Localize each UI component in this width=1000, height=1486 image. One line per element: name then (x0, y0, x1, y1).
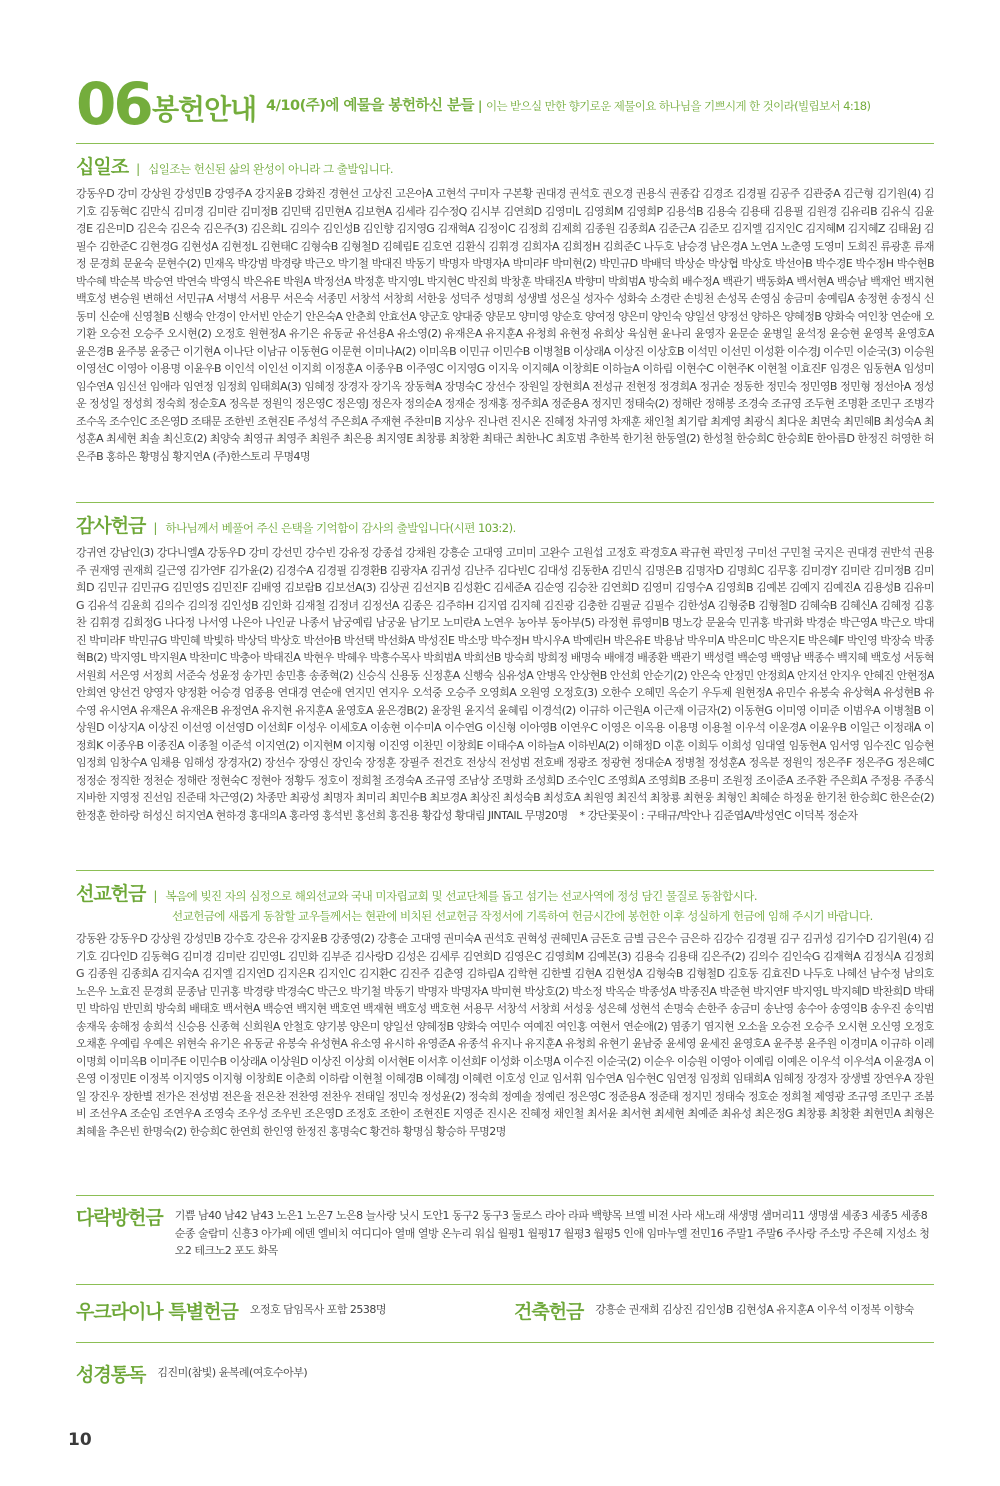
tithe-title: 십일조 (76, 156, 129, 178)
bible-names: 김진미(참빛) 윤복례(여호수아부) (157, 1366, 308, 1379)
divider-line (76, 143, 934, 144)
mission-section (76, 879, 934, 1156)
mission-title: 선교헌금 (76, 883, 146, 905)
divider-line (76, 870, 934, 871)
ukraine-section (76, 1297, 506, 1324)
tithe-section (76, 152, 934, 517)
mission-names: 강동완 강동우D 강상원 강성민B 강수호 강은유 강지윤B 강종영(2) 강흥순 고대영 권미숙A 권석호 권혁성 권혜민A 금돈호 금별 금은수 금은하 김강수 김경필 김구 김귀성 김기수D 김기원(4) 김기호 김다인D 김동혁G 김미경 김미란 김민영L 김민화 김부준 김사랑D 김성은 김세루 김연희D 김영은C 김영희M 김예본(3) 김용숙 김용태 김은주(2) 김의수 김인숙G 김재혁A 김정식A 김정희G 김종원 김종희A 김지숙A 김지엘 김지연D 김지은R 김지인C 김지환C 김진주 김춘영 김하림A 김학현 김한별 김현A 김현성A 김형숙B 김형철D 김호동 김효진D 나두호 나혜선 남수정 남의호 노은우 노효진 문경희 문종남 민귀홍 박경량 박경숙C 박근오 박기철 박동기 박명자 박명자A 박미현 박상호(2) 박소정 박옥순 박종성A 박종진A 박준현 박지연F 박지영L 박지혜D 박찬희D 박태민 박하임 반민희 방숙희 배태호 백서현A 백승연 백지현 백호연 백재현 백호성 백호현 서용무 서창석 서창희 서성웅 성은혜 성현석 손명숙 손한주 송금미 송난영 송수아 송영익B 송우진 송익범 송재욱 송해정 송희석 신승용 신종혁 신희원A 안철호 양기봉 양은미 양일선 양혜정B 양화숙 여민수 여예진 여인홍 여현서 연순애(2) 염종기 염지현 오소율 오승전 오승주 오시현 오신영 오정호 오채훈 우예림 우예은 위현숙 유기은 유동균 유봉숙 유성현A 유소영 유시하 유영준A 유종석 유지나 유지훈A 유청희 유현기 윤남중 윤세영 윤세진 윤영호A 윤주봉 윤주원 이경미A 이규하 이레 이명희 이미옥B 이미주E 이민수B 이상래A 이상원D 이상진 이상희 이서현E 이서후 이선희F 이성화 이소명A 이수진 이순국(2) 이순우 이승원 이영아 이예림 이예은 이우석 이우석A 이윤경A 이은영 이정민E 이정복 이지영S 이지형 이창희E 이춘희 이하람 이현철 이혜경B 이혜경J 이혜련 이호성 인교 임서휘 임수연A 임수현C 임연정 임정희 임태희A 임혜정 장경자 장생별 장연우A 장원일 장진우 장한별 전가은 전성범 전은율 전은찬 전찬영 전찬우 전태일 정민숙 정성윤(2) 정숙희 정예솔 정예린 정은영C 정준용A 정준태 정지민 정태숙 정호순 정희철 제영광 조규영 조민구 조봄비 조선우A 조순임 조연우A 조영숙 조우성 조우빈 조은영D 조정호 조한이 조현진E 지영준 진시온 진혜정 채인철 최서윤 최서현 최세현 최예준 최유성 최은정G 최창룡 최창환 최현민A 최형은 최혜율 추은빈 한명숙(2) 한승희C 한연희 한인영 한정진 홍명숙C 황건하 황명심 황승하 무명2명 (76, 932, 934, 1138)
ukraine-text: 오정호 담임목사 포함 2538명 (249, 1303, 387, 1316)
page-number: 10 (68, 1430, 92, 1450)
subtitle-text: 4/10(주)에 예물을 봉헌하신 분들 (266, 98, 475, 114)
ukraine-title: 우크라이나 특별헌금 (76, 1301, 238, 1323)
divider-line (76, 1284, 934, 1285)
building-title: 건축헌금 (514, 1301, 584, 1323)
building-section (514, 1297, 934, 1324)
thanks-desc: 하나님께서 베풀어 주신 은택을 기억함이 감사의 출발입니다(시편 103:2). (165, 521, 516, 535)
thanks-names (76, 544, 934, 877)
darak-title: 다락방헌금 (76, 1207, 163, 1229)
mission-desc: 복음에 빚진 자의 심정으로 해외선교와 국내 미자립교회 및 선교단체를 돕고 섬기는 선교사역에 정성 담긴 물질로 동참합시다. (165, 889, 758, 903)
thanks-section (76, 511, 934, 877)
page-subtitle (266, 94, 870, 115)
bible-section (76, 1360, 934, 1387)
page-title: 봉헌안내 (152, 93, 257, 126)
darak-names: 기쁨 남40 남42 남43 노은1 노은7 노은8 늘사랑 닛시 도안1 동구2 동구3 둘로스 라아 라파 백향목 브엘 비전 사라 새노래 새생명 샘머리11 생명샘 세종3 세종5 세종8 순종 술람미 신흥3 아가페 에덴 엘비치 여디디아 열매 열방 온누리 워십 월평1 월평17 월평3 월평5 인애 임마누엘 전민16 주말1 주말6 주사랑 주소망 주은혜 지성소 청오2 테크노2 포도 화목 (174, 1209, 930, 1257)
tithe-names: 강동우D 강미 강상원 강성민B 강영주A 강지윤B 강화진 경현선 고상진 고은아A 고현석 구미자 구본황 권대경 권석호 권오경 권용식 권종갑 김경조 김경필 김공주 김관중A 김근형 김기원(4) 김기호 김동혁C 김만식 김미경 김미란 김미정B 김민택 김민현A 김보현A 김세라 김수정Q 김시부 김연희D 김영미L 김영희M 김영희P 김용석B 김용숙 김용태 김용필 김원경 김유리B 김유식 김윤경E 김은미D 김은숙 김은숙 김은주(3) 김은희L 김의수 김인성B 김인향 김지영G 김재혁A 김정이C 김정희 김제희 김종원 김종희A 김준근A 김준모 김지엘 김지인C 김지혜M 김지혜Z 김태윤J 김필수 김한준C 김현경G 김현성A 김현정L 김현태C 김형숙B 김형철D 김혜림E 김호연 김환식 김휘경 김희자A 김희정H 김희준C 나두호 남승경 남은경A 노연A 노춘영 도영미 도희진 류광훈 류재정 문경희 문윤숙 문현수(2) 민재옥 박강범 박경량 박근오 박기철 박대진 박동기 박명자 박명자A 박미라F 박미현(2) 박민규D 박배덕 박상순 박상협 박상호 박선아B 박수경E 박수정H 박수현B 박수혜 박순복 박승연 박연숙 박영식 박은유E 박원A 박정선A 박정훈 박지영L 박지현C 박진희 박창훈 박태진A 박향미 박희범A 방숙희 배수정A 백관기 백동화A 백서현A 백승남 백재언 백지현 백호성 변승원 변해선 서민규A 서병석 서용무 서은숙 서종민 서창석 서창희 서한웅 성덕주 성명희 성생별 성은실 성자수 성화숙 소경란 손빙천 손성목 손영심 송금미 송예림A 송정현 송정식 신동미 신순애 신영철B 신행숙 안경이 안서빈 안순기 안은숙A 안춘희 안효선A 양군호 양대중 양문모 양미영 양순호 양여정 양은미 양인숙 양일선 양정선 양하은 양혜정B 양화숙 여인창 연순애 오기환 오승전 오승주 오시현(2) 오정호 원현정A 유기은 유동균 유선용A 유소영(2) 유재은A 유지훈A 유청희 유현정 유희상 육심현 윤나리 윤영자 윤문순 윤병일 윤석정 윤승현 윤영복 윤영호A 윤은경B 윤주봉 윤중근 이기현A 이나단 이남규 이동현G 이문현 이미나A(2) 이미옥B 이민규 이민수B 이병철B 이상래A 이상진 이상호B 이석민 이선민 이성환 이수경J 이수민 이순국(3) 이승원 이영선C 이영아 이용명 이윤우B 이인석 이인선 이지희 이정훈A 이종우B 이주영C 이지영G 이지욱 이지혜A 이창희E 이하늘A 이하림 이현수C 이현주K 이현철 이효진F 임경은 임동현A 임성미 임수연A 임신선 임애라 임연정 임정희 임태희A(3) 임혜정 장경자 장기옥 장동혁A 장명숙C 장선수 장원일 장현희A 전성규 전현정 정경희A 정귀순 정동한 정민숙 정민영B 정민형 정선아A 정성운 정성일 정성희 정숙희 정순호A 정옥분 정원익 정은영C 정은영J 정은자 정의순A 정재순 정재홍 정주희A 정준용A 정지민 정태숙(2) 정해란 정해봉 조경숙 조규영 조두현 조명환 조민구 조병각 조수옥 조수인C 조은영D 조태문 조한빈 조현진E 주성석 주은희A 주재현 주찬미B 지상우 진나련 진시온 진혜정 차귀영 차재훈 채인철 최기람 최계영 최광식 최다운 최면숙 최민혜B 최성숙A 최성훈A 최세현 최솔 최신호(2) 최양숙 최영규 최영주 최원주 최은용 최지영E 최창룡 최창환 최태근 최한나C 최호범 추한복 한기천 한동열(2) 한성철 한승희C 한승희E 한아름D 한정진 허영한 허은주B 홍하은 황명심 황지연A (주)한스토리 무명4명 (76, 187, 934, 463)
divider-line (76, 1342, 934, 1343)
thanks-title: 감사헌금 (76, 515, 146, 537)
divider: | (136, 162, 141, 176)
scripture-note: 이는 받으실 만한 향기로운 제물이요 하나님을 기쁘시게 한 것이라(빌립보서 4:18) (485, 99, 871, 113)
divider-line (76, 502, 934, 503)
darak-section (76, 1203, 934, 1260)
thanks-name-list: 강귀연 강남인(3) 강다니엘A 강동우D 강미 강선민 강수빈 강유정 강종섭 강채원 강흥순 고대영 고미미 고완수 고원섭 고정호 곽경호A 곽규현 곽민정 구미선 구민철 국지은 권대경 권반석 권용주 권재영 권재희 길근영 김가연F 김가윤(2) 김경수A 김경필 김경환B 김광자A 김귀성 김난주 김다빈C 김대성 김동한A 김민식 김명은B 김명자D 김명희C 김무홍 김미경Y 김미란 김미정B 김미희D 김민규 김민규G 김민영S 김민진F 김배영 김보람B 김보선A(3) 김상권 김선지B 김성환C 김세준A 김순영 김승찬 김연희D 김영미 김영수A 김영희B 김예본 김예지 김예진A 김용성B 김유미G 김유석 김윤희 김의수 김의정 김인성B 김인화 김재철 김정녀 김정선A 김종은 김주하H 김지엽 김지혜 김진광 김충한 김필균 김필수 김한성A 김형중B 김형철D 김혜숙B 김혜신A 김혜정 김홍찬 김휘경 김희정G 나다정 나서영 나은아 나인균 나종서 남궁예림 남궁윤 남기모 노미란A 노연우 농아부 동아부(5) 라정현 류영미B 명노강 문윤숙 민귀홍 박귀화 박경순 박근영A 박근오 박대진 박미라F 박민규G 박민혜 박빛하 박상덕 박상호 박선아B 박선택 박선화A 박성진E 박소망 박수정H 박시우A 박예린H 박은유E 박용남 박우미A 박은미C 박은지E 박은혜F 박인영 박장숙 박종혁B(2) 박지영L 박지원A 박찬미C 박충아 박태진A 박현우 박혜우 박흥수목사 박희범A 박희선B 방숙희 방희정 배명숙 배애경 배종환 백관기 백성렬 백순영 백영남 백종수 백지혜 백호성 서동혁 서원희 서은영 서정희 서준숙 성윤정 송가민 송민흥 송종혁(2) 신승식 신용동 신정훈A 신행숙 심유성A 안병옥 안상현B 안선희 안순기(2) 안은숙 안정민 안정희A 안지선 안지우 안혜진 안현정A 안희연 양선건 양영자 양정환 어승경 엄종용 연대경 연순애 연지민 연지우 오석중 오승주 오영희A 오원영 오정호(3) 오한수 오혜민 옥순기 우두제 원현정A 유민수 유봉숙 유상혁A 유성현B 유수영 유시연A 유재은A 유재은B 유정연A 유지현 유지훈A 윤영호A 윤은경B(2) 윤장원 윤지석 윤혜림 이경석(2) 이규하 이근원A 이근재 이금자(2) 이동현G 이미영 이미준 이범우A 이병철B 이상원D 이상지A 이상진 이선영 이선영D 이선희F 이성우 이세호A 이송현 이수미A 이수연G 이신형 이아영B 이연우C 이영은 이옥용 이용명 이용철 이우석 이운경A 이윤우B 이일근 이정래A 이정희K 이종우B 이종진A 이종철 이준석 이지연(2) 이지현M 이지형 이진영 이찬민 이창희E 이태수A 이하늘A 이하빈A(2) 이해정D 이훈 이희두 이희성 임대열 임동현A 임서영 임수진C 임승현 임정희 임창수A 임채용 임해성 장경자(2) 장선수 장영신 장인숙 장정훈 장필주 전건호 전상식 전성범 전호배 정광조 정광현 정대순A 정병철 정성훈A 정옥분 정원익 정은주F 정은주G 정은혜C 정정순 정직한 정천순 정해란 정현숙C 정현아 정황두 정호이 정희철 조경숙A 조규영 조남상 조명화 조성희D 조수인C 조영희A 조영희B 조용미 조원정 조이준A 조주환 주은희A 주정용 주종식 지바한 지영정 진선임 진준태 차근영(2) 차종만 최광성 최명자 최미리 최민수B 최보경A 최상진 최성숙B 최성호A 최원영 최진석 최창룡 최현웅 최형인 최혜순 하정윤 한기천 한승희C 한은순(2) 한정훈 한하랑 허성신 허지연A 현하경 홍대의A 홍라영 홍석빈 홍선희 홍진용 황갑성 황대림 JINTAIL 무명20명 (76, 546, 934, 822)
divider: | (153, 521, 158, 535)
divider: | (153, 889, 158, 903)
altar-flowers-note: * 강단꽃꽂이 : 구태규/박안나 김준엽A/박성연C 이덕복 정순자 (579, 808, 858, 822)
tithe-desc: 십일조는 헌신된 삶의 완성이 아니라 그 출발입니다. (148, 162, 393, 176)
page-header (76, 70, 936, 138)
mission-desc-2: 선교헌금에 새롭게 동참할 교우들께서는 현관에 비치된 선교헌금 작정서에 기록하여 헌금시간에 봉헌한 이후 성실하게 헌금에 임해 주시기 바랍니다. (172, 909, 873, 923)
bible-title: 성경통독 (76, 1364, 146, 1386)
divider-line (76, 1195, 934, 1196)
building-names: 강흥순 권재희 김상진 김인성B 김현성A 유지훈A 이우석 이정복 이향숙 (595, 1303, 914, 1316)
section-number: 06 (76, 70, 151, 138)
divider: | (478, 99, 482, 113)
